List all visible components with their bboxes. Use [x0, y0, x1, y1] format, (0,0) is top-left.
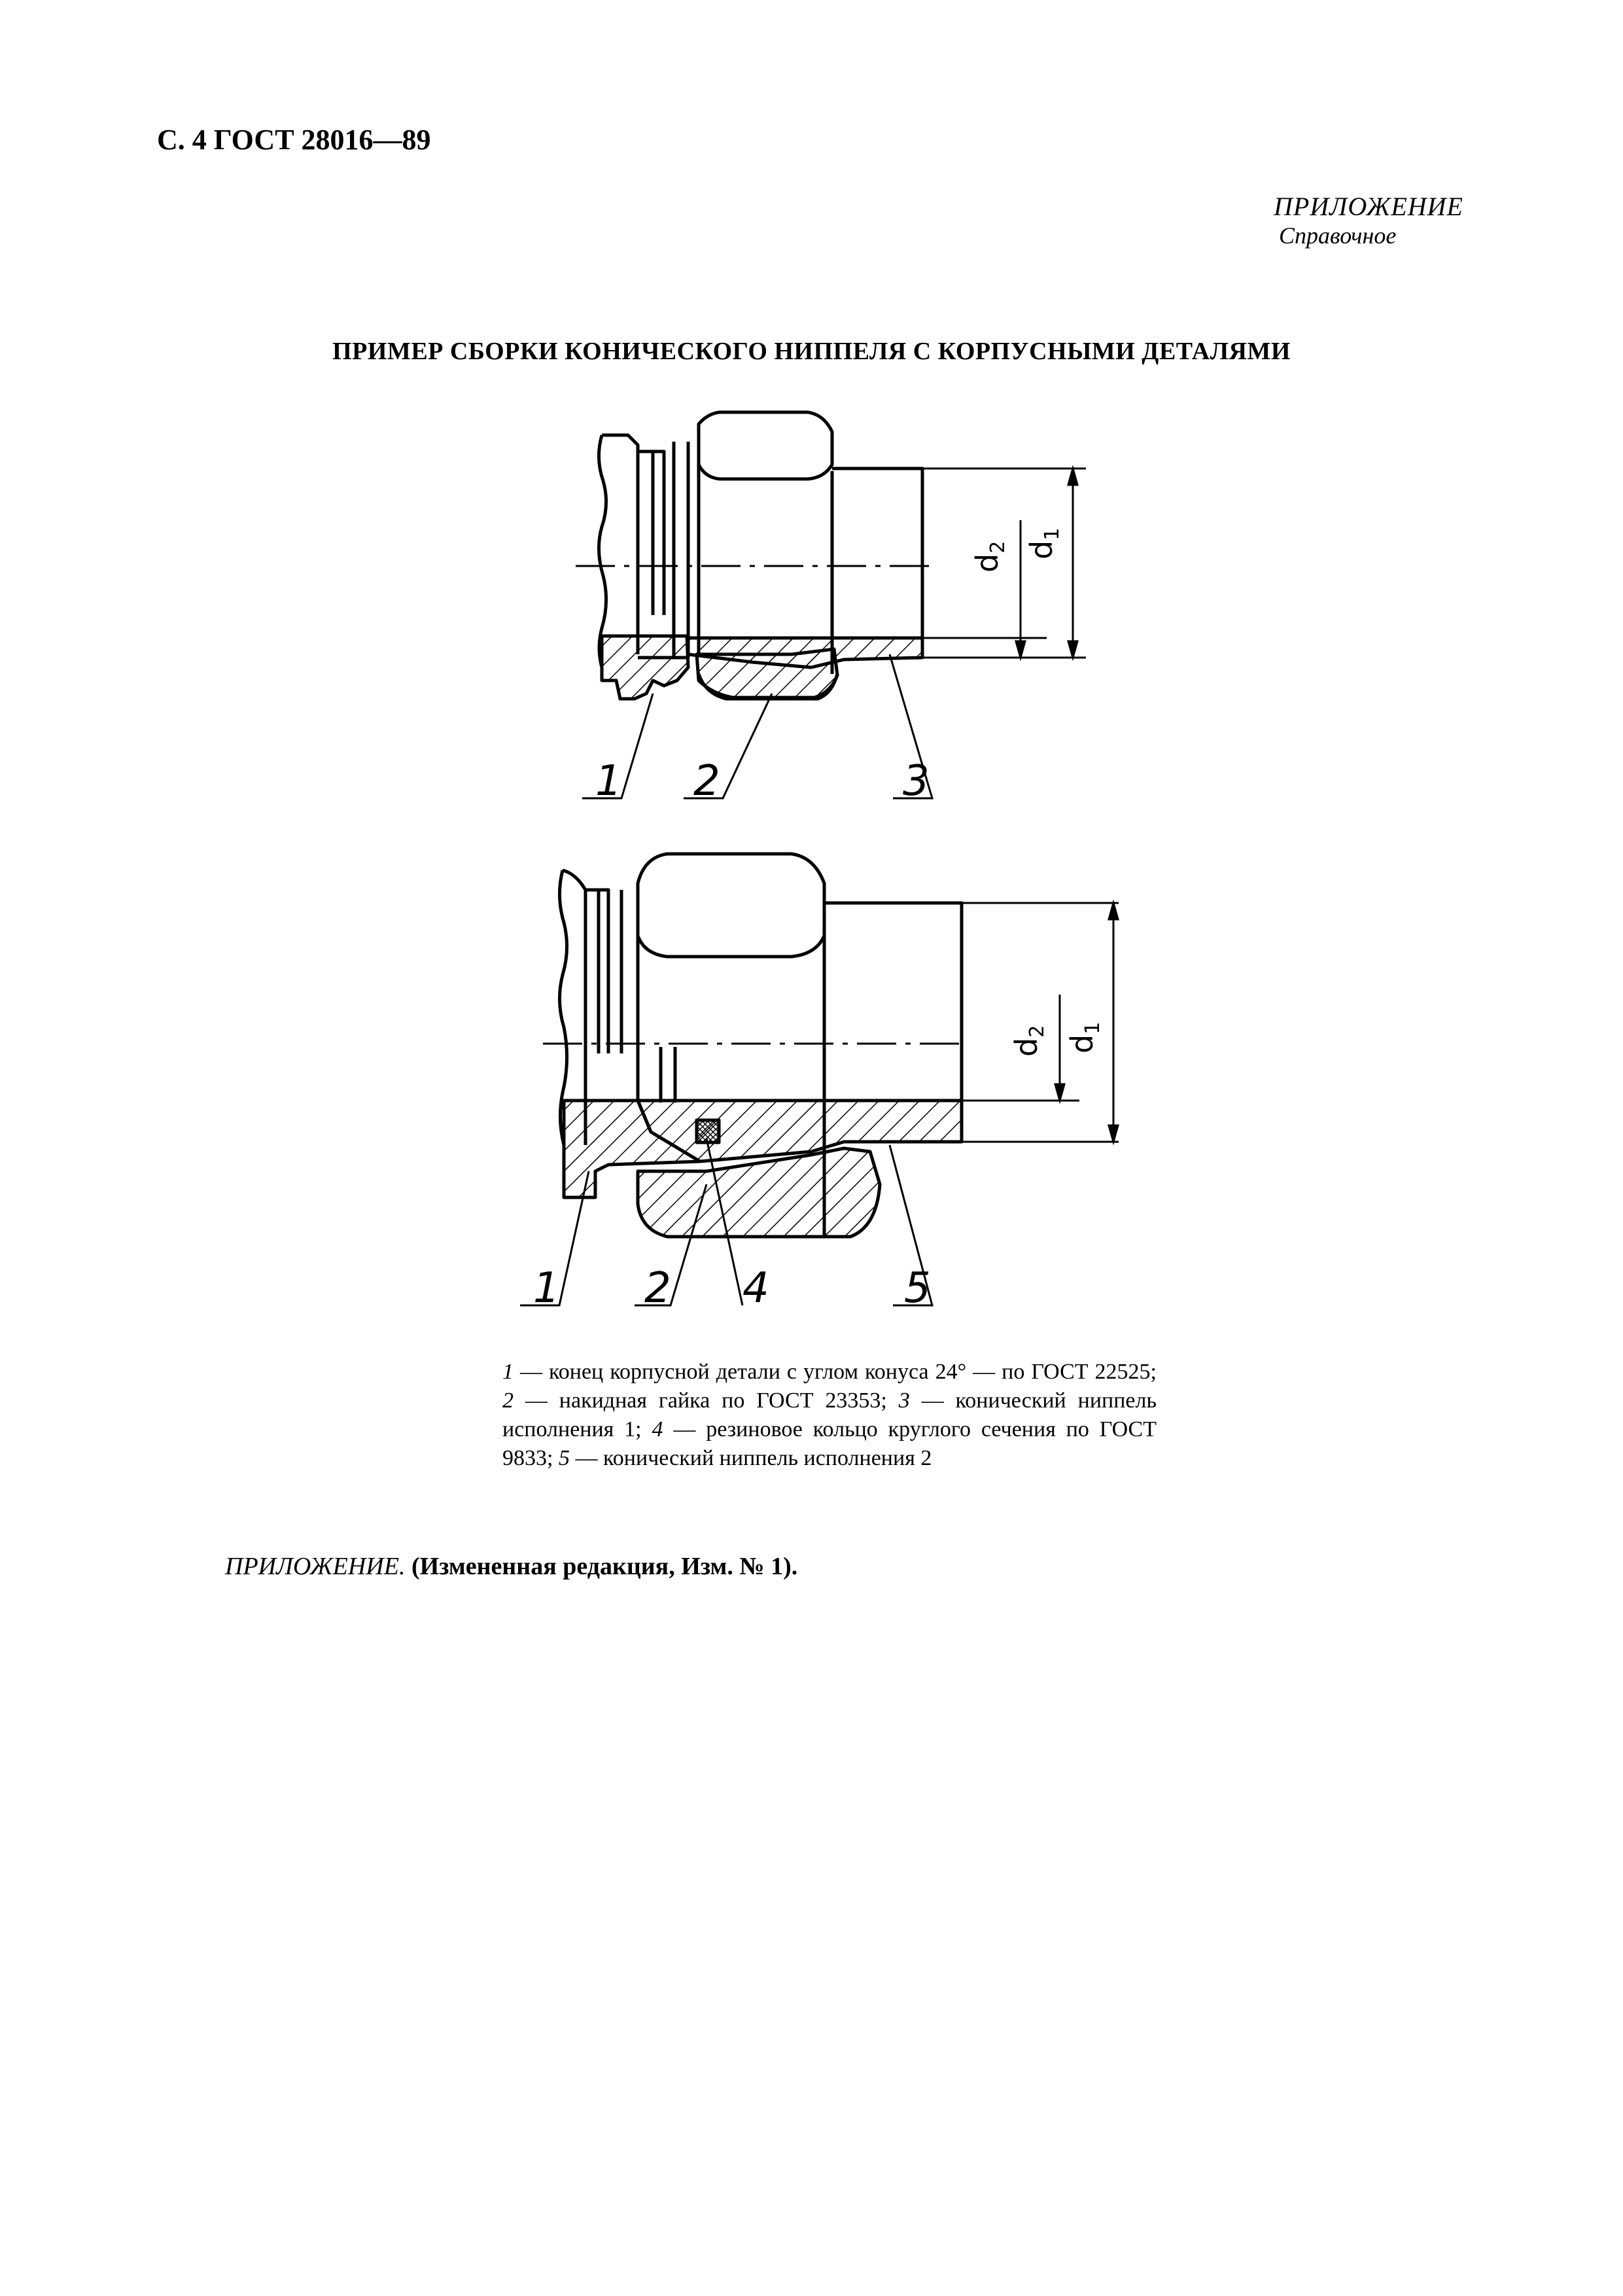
fig2-dim-d2: $d_2$ [1009, 1025, 1049, 1057]
appendix-type: Справочное [1279, 222, 1397, 249]
fig2-label-5: 5 [904, 1264, 931, 1313]
fig1-dim-d2: $d_2$ [969, 540, 1009, 573]
caption-text-4: — резиновое кольцо круглого сечения по ГОСТ 9833; [502, 1417, 1157, 1470]
caption-text-5: — конический ниппель исполнения 2 [569, 1446, 932, 1470]
revision-note [225, 1552, 797, 1581]
page-header: С. 4 ГОСТ 28016—89 [157, 124, 431, 156]
fig1-label-3: 3 [903, 757, 930, 805]
document-title: ПРИМЕР СБОРКИ КОНИЧЕСКОГО НИППЕЛЯ С КОРПУСНЫМИ ДЕТАЛЯМИ [332, 338, 1291, 365]
fig1-label-2: 2 [693, 757, 720, 805]
fig2-label-4: 4 [742, 1264, 769, 1313]
caption-num-3: 3 [898, 1388, 910, 1413]
fig2-label-2: 2 [644, 1264, 671, 1313]
caption-num-4: 4 [652, 1417, 663, 1441]
caption-num-1: 1 [502, 1360, 514, 1384]
caption-num-2: 2 [502, 1388, 514, 1413]
fig2-label-1: 1 [533, 1264, 560, 1313]
appendix-label: ПРИЛОЖЕНИЕ [1274, 192, 1463, 221]
figure-2-drawing [504, 844, 1158, 1322]
figure-caption [502, 1358, 1157, 1473]
fig1-label-1: 1 [595, 757, 622, 805]
appendix-block [1274, 191, 1463, 249]
note-text: (Измененная редакция, Изм. № 1). [411, 1553, 798, 1580]
caption-text-1: — конец корпусной детали с углом конуса 24° — по ГОСТ 22525; [514, 1360, 1157, 1384]
fig1-dim-d1: $d_1$ [1024, 527, 1064, 559]
fig2-dim-d1: $d_1$ [1064, 1021, 1104, 1053]
caption-text-2: — накидная гайка по ГОСТ 23353; [514, 1388, 899, 1413]
caption-num-5: 5 [558, 1446, 570, 1470]
caption-text-3: — конический ниппель исполнения 1; [502, 1388, 1157, 1441]
figure-1-drawing [536, 406, 1125, 811]
note-label: ПРИЛОЖЕНИЕ. [225, 1553, 406, 1580]
